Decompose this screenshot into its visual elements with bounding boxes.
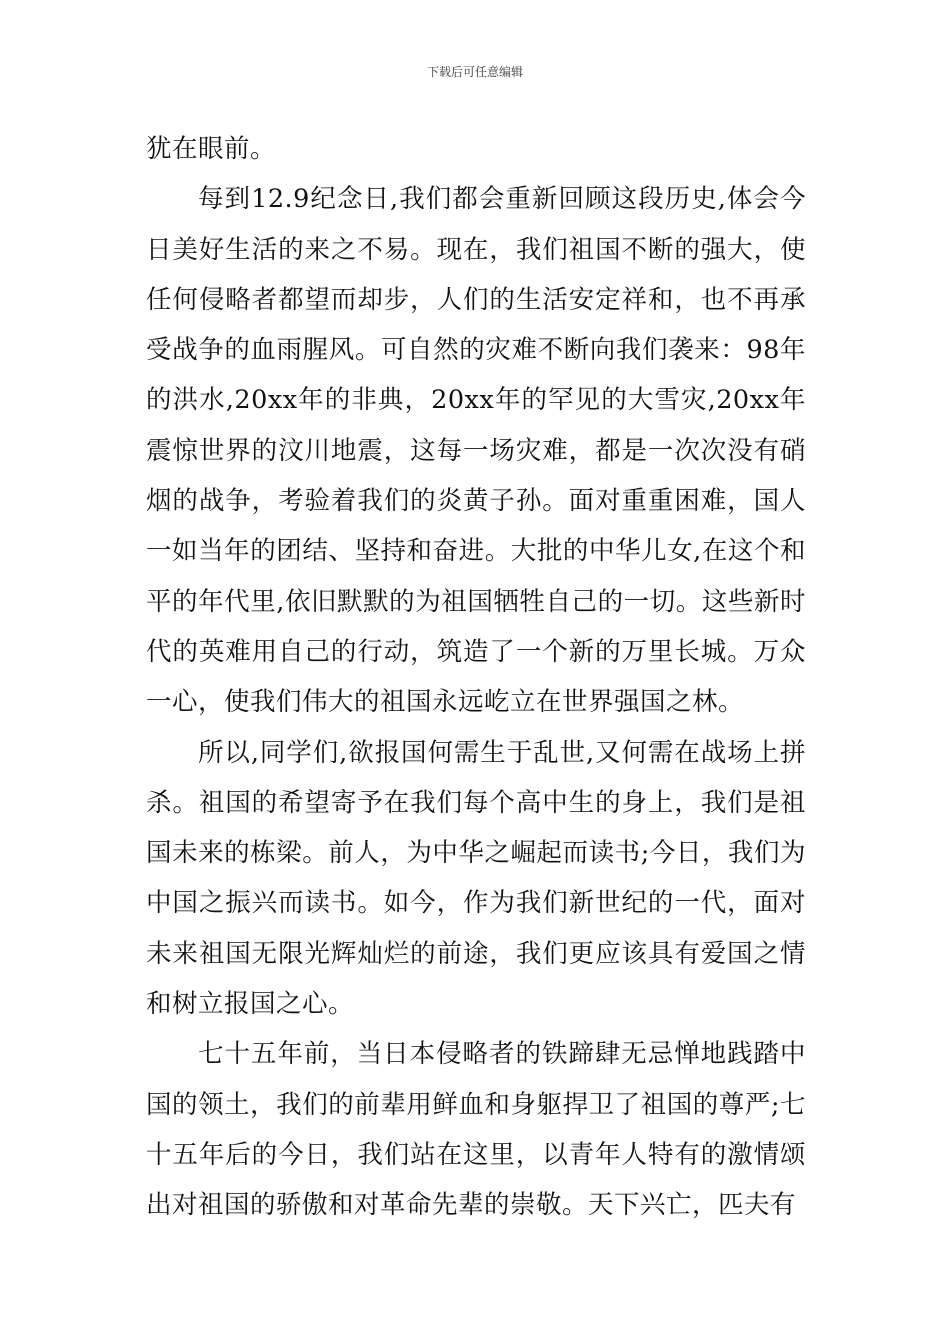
- page-header-note: 下载后可任意编辑: [426, 65, 523, 79]
- paragraph-memorial-day: 每到12.9纪念日,我们都会重新回顾这段历史,体会今日美好生活的来之不易。现在，我们祖国不断的强大，使任何侵略者都望而却步，人们的生活安定祥和，也不再承受战争的血雨腥风。可自然的灾难不断向我们袭来：98年的洪水,20xx年的非典，20xx年的罕见的大雪灾,20xx年震惊世界的汶川地震，这每一场灾难，都是一次次没有硝烟的战争，考验着我们的炎黄子孙。面对重重困难，国人一如当年的团结、坚持和奋进。大批的中华儿女,在这个和平的年代里,依旧默默的为祖国牺牲自己的一切。这些新时代的英难用自己的行动，筑造了一个新的万里长城。万众一心，使我们伟大的祖国永远屹立在世界强国之林。: [146, 184, 806, 718]
- paragraph-continuation: 犹在眼前。: [146, 134, 277, 164]
- document-body: [146, 124, 806, 1231]
- paragraph-students: 所以,同学们,欲报国何需生于乱世,又何需在战场上拼杀。祖国的希望寄予在我们每个高中生的身上，我们是祖国未来的栋梁。前人，为中华之崛起而读书;今日，我们为中国之振兴而读书。如今，作为我们新世纪的一代，面对未来祖国无限光辉灿烂的前途，我们更应该具有爱国之情和树立报国之心。: [146, 737, 806, 1020]
- paragraph-seventy-five-years: 七十五年前，当日本侵略者的铁蹄肆无忌惮地践踏中国的领土，我们的前辈用鲜血和身躯捍卫了祖国的尊严;七十五年后的今日，我们站在这里，以青年人特有的激情颂出对祖国的骄傲和对革命先辈的崇敬。天下兴亡，匹夫有: [146, 1039, 806, 1221]
